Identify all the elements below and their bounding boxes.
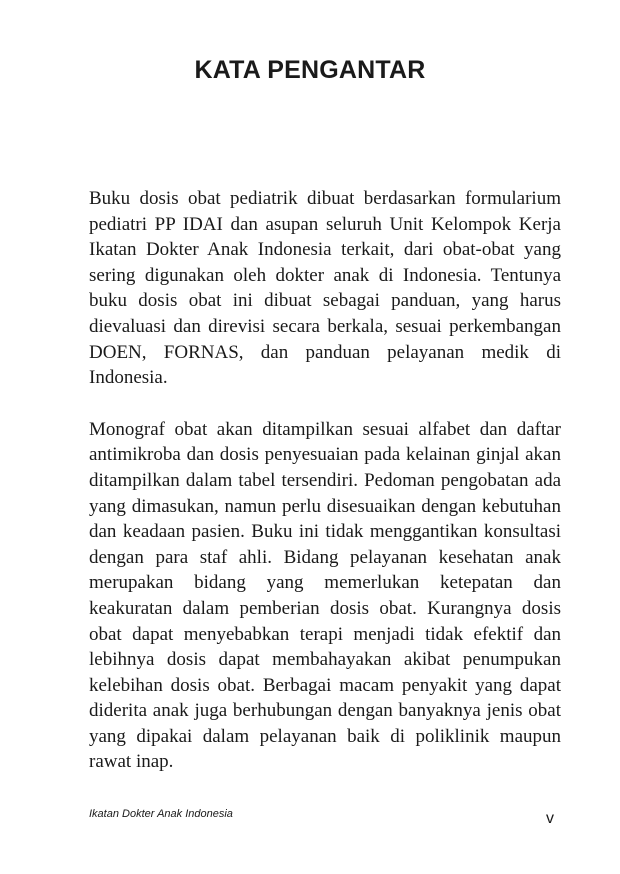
body-text (89, 186, 561, 801)
paragraph-1: Buku dosis obat pediatrik dibuat berdasarkan formularium pediatri PP IDAI dan asupan seluruh Unit Kelompok Kerja Ikatan Dokter Anak Indonesia terkait, dari obat-obat yang sering digunakan oleh dokter anak di Indonesia. Tentunya buku dosis obat ini dibuat sebagai panduan, yang harus dievaluasi dan direvisi secara berkala, sesuai perkembangan DOEN, FORNAS, dan panduan pelayanan medik di Indonesia. (89, 188, 561, 389)
page-title: KATA PENGANTAR (194, 56, 426, 84)
page-number: v (546, 810, 554, 827)
paragraph-2: Monograf obat akan ditampilkan sesuai alfabet dan daftar antimikroba dan dosis penyesuaian pada kelainan ginjal akan ditampilkan dalam tabel tersendiri. Pedoman pengobatan ada yang dimasukan, namun perlu disesuaikan dengan kebutuhan dan keadaan pasien. Buku ini tidak menggantikan konsultasi dengan para staf ahli. Bidang pelayanan kesehatan anak merupakan bidang yang memerlukan ketepatan dan keakuratan dalam pemberian dosis obat. Kurangnya dosis obat dapat menyebabkan terapi menjadi tidak efektif dan lebihnya dosis dapat membahayakan akibat penumpukan kelebihan dosis obat. Berbagai macam penyakit yang dapat diderita anak juga berhubungan dengan banyaknya jenis obat yang dipakai dalam pelayanan baik di poliklinik maupun rawat inap. (89, 418, 561, 773)
footer-organization: Ikatan Dokter Anak Indonesia (89, 808, 233, 820)
